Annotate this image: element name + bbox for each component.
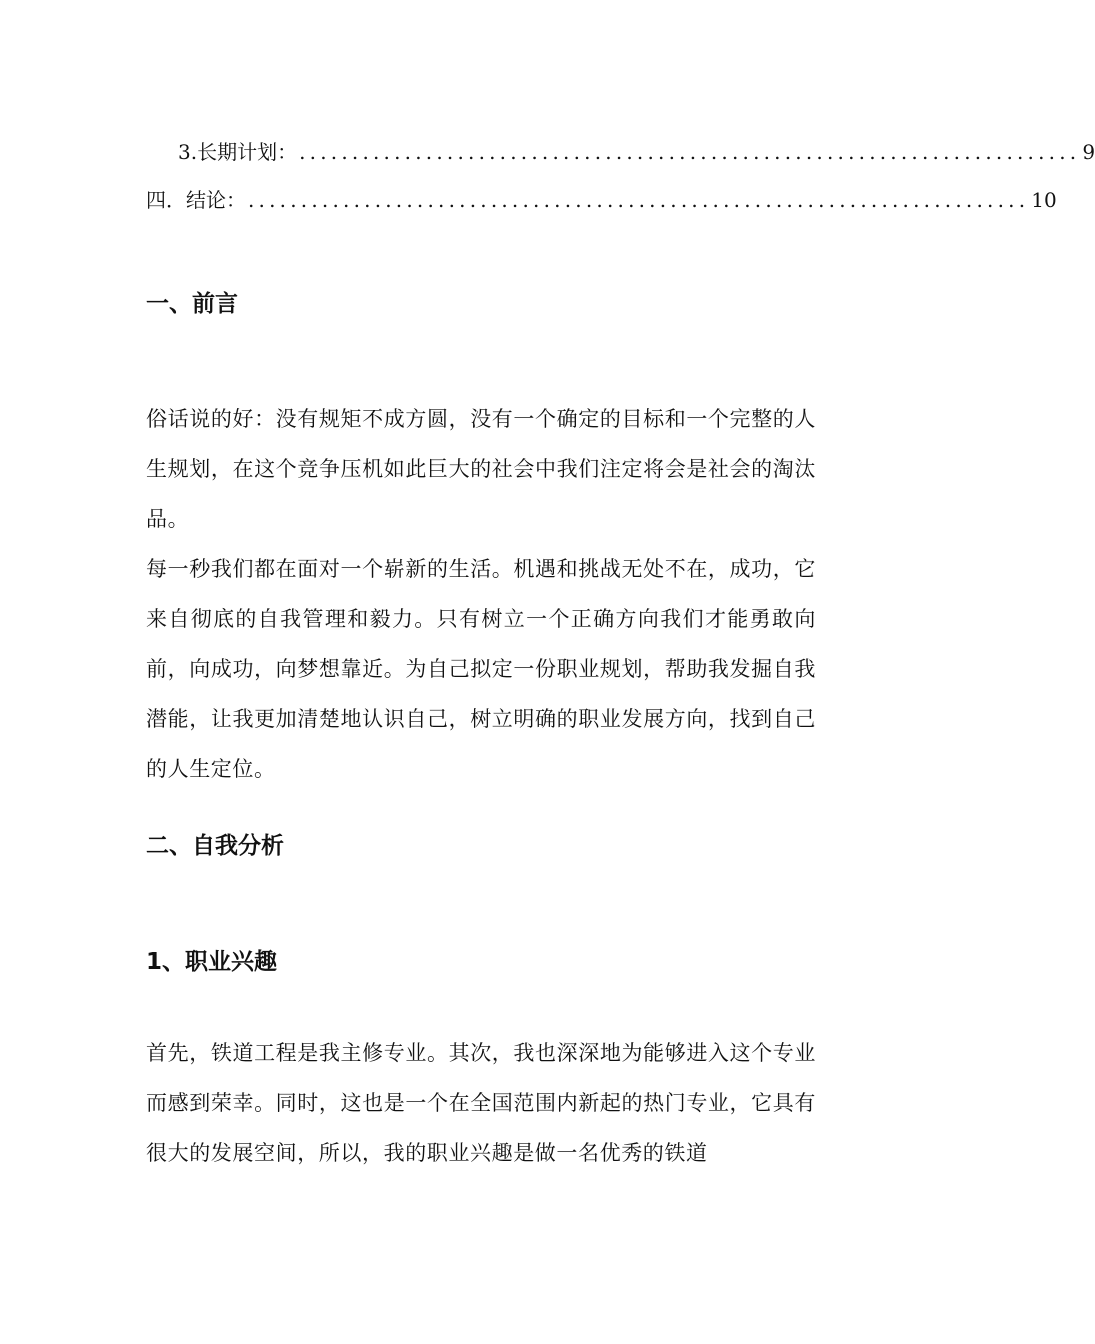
toc-entry-label: 3.长期计划： xyxy=(178,140,298,164)
paragraph-career-interest: 首先，铁道工程是我主修专业。其次，我也深深地为能够进入这个专业而感到荣幸。同时，这也是一个在全国范围内新起的热门专业，它具有很大的发展空间，所以，我的职业兴趣是做一名优秀的铁道 xyxy=(146,1041,816,1165)
toc-leader-dots: .......................................................................... xyxy=(248,188,1030,212)
paragraph-preface-1: 俗话说的好：没有规矩不成方圆，没有一个确定的目标和一个完整的人生规划，在这个竞争压机如此巨大的社会中我们注定将会是社会的淘汰品。 xyxy=(146,407,816,531)
toc-entry-label: 四．结论： xyxy=(146,188,246,212)
toc-leader-dots: .......................................................................... xyxy=(299,140,1081,164)
toc-page-number: 9 xyxy=(1082,140,1095,164)
toc-page-number: 10 xyxy=(1031,188,1057,212)
section-heading-self-analysis: 二、自我分析 xyxy=(146,833,284,859)
subsection-heading-career-interest: 1、职业兴趣 xyxy=(146,949,278,975)
toc-entry-conclusion[interactable] xyxy=(146,185,1057,215)
toc-entry-long-term-plan[interactable] xyxy=(146,137,1095,167)
paragraph-preface-2: 每一秒我们都在面对一个崭新的生活。机遇和挑战无处不在，成功，它来自彻底的自我管理和毅力。只有树立一个正确方向我们才能勇敢向前，向成功，向梦想靠近。为自己拟定一份职业规划，帮助我发掘自我潜能，让我更加清楚地认识自己，树立明确的职业发展方向，找到自己的人生定位。 xyxy=(146,557,816,781)
section-heading-preface: 一、前言 xyxy=(146,291,238,317)
